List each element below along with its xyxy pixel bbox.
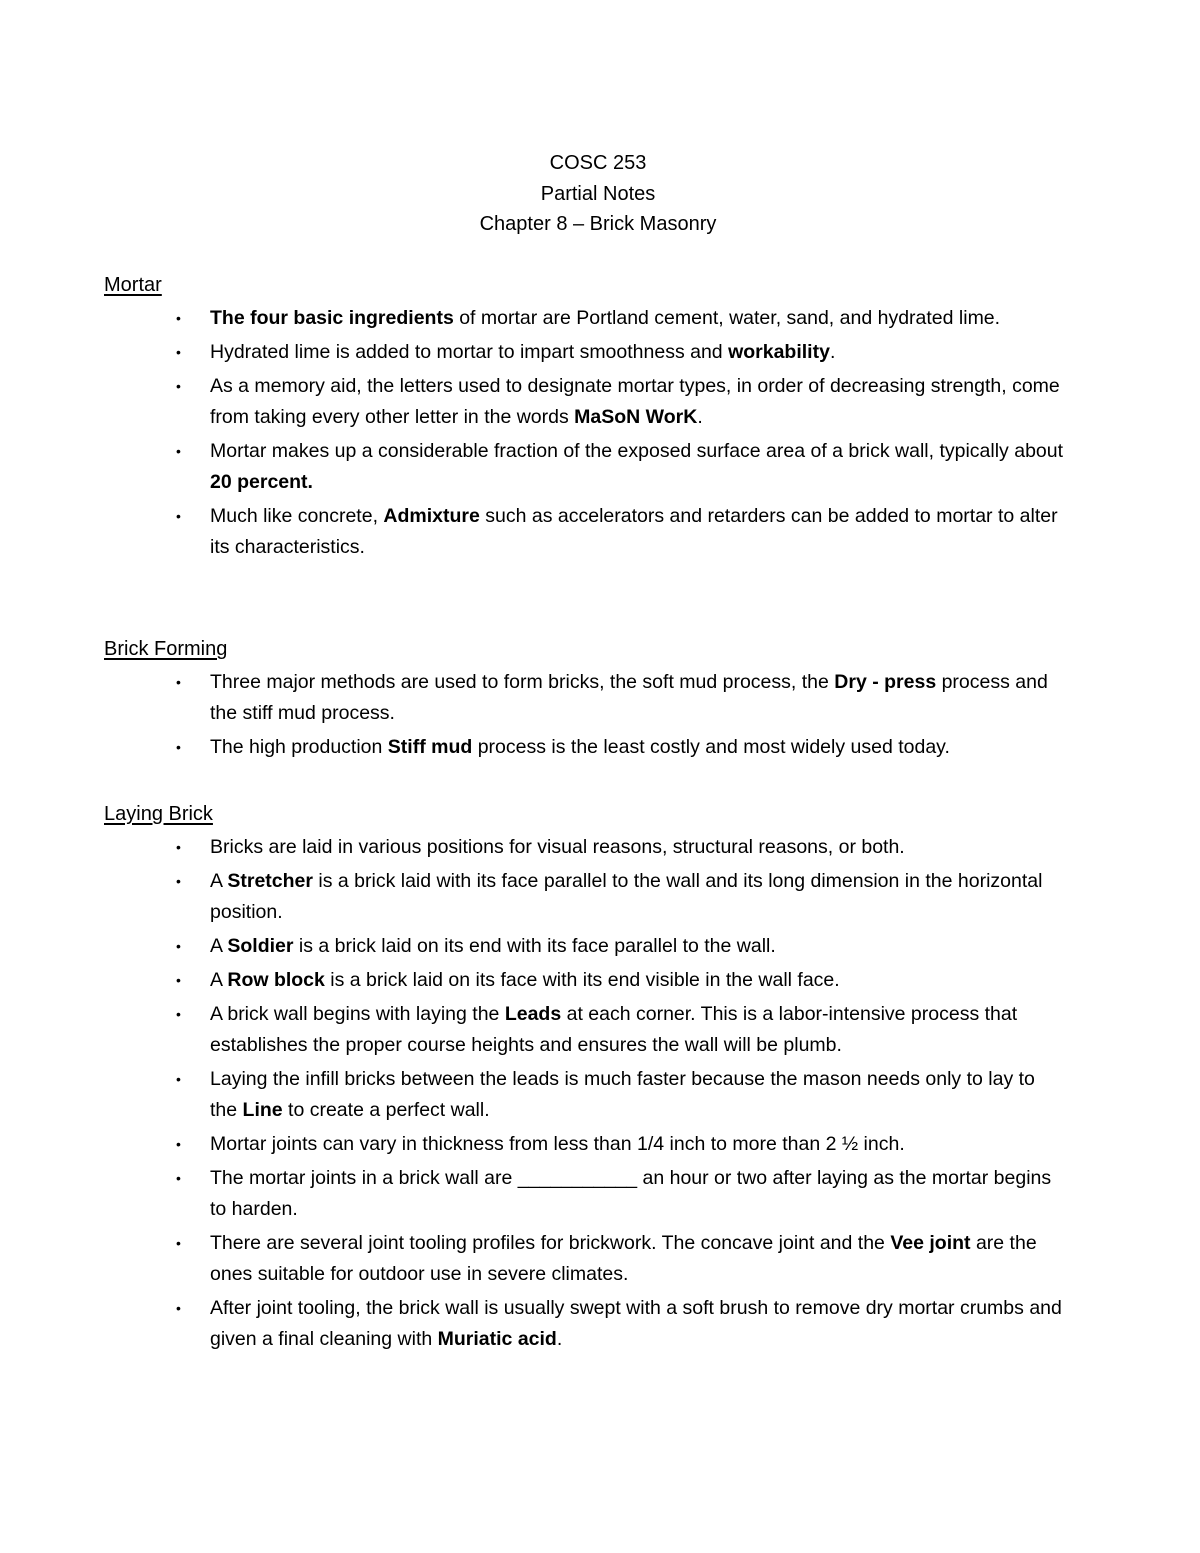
text-run: A <box>210 935 228 957</box>
bold-term: Leads <box>504 1003 562 1025</box>
list-item <box>104 436 1064 498</box>
list-item <box>104 1163 1064 1225</box>
bullet-icon: • <box>176 1170 181 1186</box>
text-run: There are several joint tooling profiles for brickwork. The concave joint and the <box>210 1232 891 1254</box>
section-heading: Laying Brick <box>104 803 213 825</box>
bold-term: Line <box>242 1099 283 1121</box>
text-run: is a brick laid on its end with its face parallel to the wall. <box>293 935 776 957</box>
text-run: of mortar are Portland cement, water, sand, and hydrated lime. <box>453 307 1001 329</box>
text-run: Laying the infill bricks between the leads is much faster because the mason needs only to lay to the <box>210 1068 1035 1121</box>
bold-term: Row block <box>227 969 325 991</box>
text-run: . <box>556 1328 563 1350</box>
bullet-icon: • <box>176 873 181 889</box>
bullet-icon: • <box>176 1300 181 1316</box>
list-item <box>104 999 1064 1061</box>
text-run: process and the stiff mud process. <box>210 671 1048 724</box>
bullet-icon: • <box>176 938 181 954</box>
list-item <box>104 931 1064 962</box>
bullet-icon: • <box>176 310 181 326</box>
list-item <box>104 1293 1064 1355</box>
text-run: A <box>210 870 228 892</box>
bold-term: Soldier <box>227 935 294 957</box>
bold-term: 20 percent. <box>210 471 313 493</box>
bullet-icon: • <box>176 739 181 755</box>
list-item <box>104 866 1064 928</box>
bullet-icon: • <box>176 674 181 690</box>
bullet-icon: • <box>176 1071 181 1087</box>
text-run: at each corner. This is a labor-intensive process that establishes the proper course heights and ensures the wall will be plumb. <box>210 1003 1018 1056</box>
text-run: . <box>697 406 703 428</box>
bullet-icon: • <box>176 378 181 394</box>
bullet-icon: • <box>176 508 181 524</box>
bullet-list <box>104 303 1064 563</box>
bold-term: Muriatic acid <box>437 1328 557 1350</box>
list-item <box>104 832 1064 863</box>
bullet-list <box>104 832 1064 1355</box>
text-run: The high production <box>210 736 388 758</box>
list-item <box>104 732 1064 763</box>
text-run: Hydrated lime is added to mortar to impart smoothness and <box>210 341 729 363</box>
text-run: A <box>210 969 228 991</box>
bold-term: Admixture <box>383 505 480 527</box>
chapter-title: Chapter 8 – Brick Masonry <box>479 213 717 235</box>
bullet-icon: • <box>176 344 181 360</box>
bold-term: workability <box>728 341 830 363</box>
list-item <box>104 337 1064 368</box>
bullet-icon: • <box>176 443 181 459</box>
list-item <box>104 303 1064 334</box>
text-run: After joint tooling, the brick wall is usually swept with a soft brush to remove dry mortar crumbs and given a final cleaning with <box>210 1297 1062 1350</box>
bullet-icon: • <box>176 839 181 855</box>
section-brick-forming <box>104 634 1064 766</box>
list-item <box>104 1064 1064 1126</box>
bullet-icon: • <box>176 1136 181 1152</box>
section-heading: Brick Forming <box>104 638 228 660</box>
text-run: is a brick laid with its face parallel to the wall and its long dimension in the horizontal position. <box>210 870 1043 923</box>
bullet-icon: • <box>176 1006 181 1022</box>
title-block <box>0 148 1196 240</box>
course-code: COSC 253 <box>549 152 647 174</box>
list-item <box>104 501 1064 563</box>
bold-term: Vee joint <box>890 1232 971 1254</box>
text-run: such as accelerators and retarders can be added to mortar to alter its characteristics. <box>210 505 1058 558</box>
text-run: Mortar joints can vary in thickness from less than 1/4 inch to more than 2 ½ inch. <box>210 1133 905 1155</box>
list-item <box>104 1228 1064 1290</box>
bullet-list <box>104 667 1064 763</box>
list-item <box>104 667 1064 729</box>
text-run: A brick wall begins with laying the <box>210 1003 505 1025</box>
list-item <box>104 371 1064 433</box>
text-run: Mortar makes up a considerable fraction of the exposed surface area of a brick wall, typically about <box>210 440 1064 462</box>
bold-term: Stiff mud <box>387 736 473 758</box>
section-mortar <box>104 270 1064 566</box>
text-run: The mortar joints in a brick wall are ___________ an hour or two after laying as the mortar begins to harden. <box>210 1167 1052 1220</box>
bold-term: MaSoN WorK <box>574 406 698 428</box>
text-run: Three major methods are used to form bricks, the soft mud process, the <box>210 671 835 693</box>
text-run: Much like concrete, <box>210 505 384 527</box>
list-item <box>104 965 1064 996</box>
bullet-icon: • <box>176 1235 181 1251</box>
section-laying-brick <box>104 799 1064 1358</box>
document-subtitle: Partial Notes <box>540 182 656 205</box>
list-item <box>104 1129 1064 1160</box>
section-heading: Mortar <box>104 274 162 296</box>
bullet-icon: • <box>176 972 181 988</box>
bold-term: Stretcher <box>227 870 313 892</box>
text-run: . <box>829 341 836 363</box>
text-run: are the ones suitable for outdoor use in severe climates. <box>210 1232 1037 1285</box>
text-run: Bricks are laid in various positions for visual reasons, structural reasons, or both. <box>210 836 905 858</box>
bold-term: The four basic ingredients <box>210 307 454 329</box>
text-run: process is the least costly and most widely used today. <box>472 736 950 758</box>
text-run: is a brick laid on its face with its end visible in the wall face. <box>324 969 840 991</box>
bold-term: Dry - press <box>834 671 937 693</box>
text-run: As a memory aid, the letters used to designate mortar types, in order of decreasing strength, come from taking every other letter in the words <box>210 375 1060 428</box>
text-run: to create a perfect wall. <box>282 1099 490 1121</box>
